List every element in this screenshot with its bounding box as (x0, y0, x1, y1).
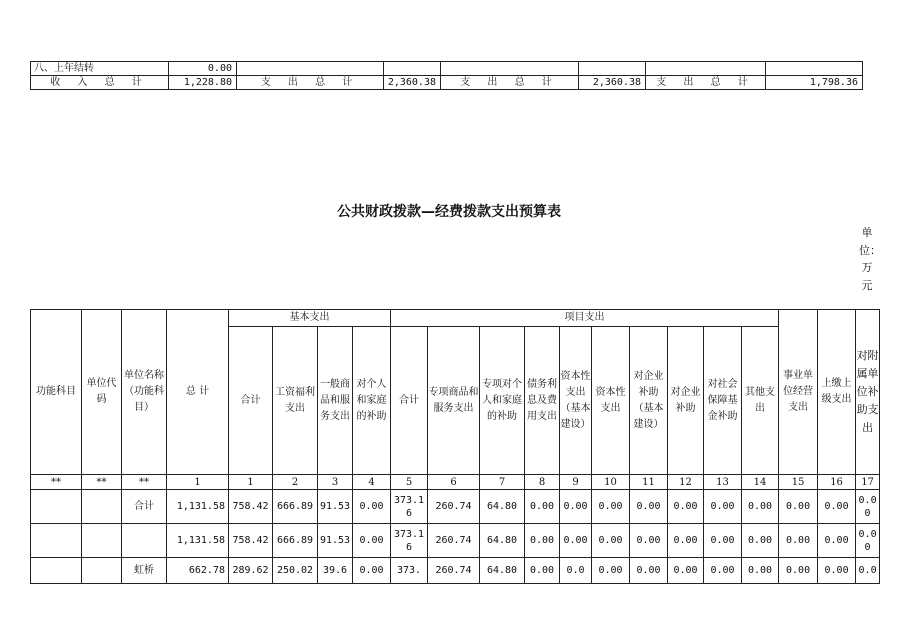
header-unit-name: 单位名称（功能科目） (122, 310, 167, 475)
index-row (31, 475, 880, 490)
header-project-personal: 专项对个人和家庭的补助 (480, 327, 525, 475)
header-project-group: 项目支出 (391, 310, 779, 327)
empty-cell (766, 62, 863, 76)
cell-project-debt: 0.00 (525, 490, 560, 524)
cell-unit-name: 虹桥 (122, 558, 167, 584)
header-total: 总 计 (167, 310, 229, 475)
table-row (31, 490, 880, 524)
cell-project-capital-build: 0.0 (560, 558, 592, 584)
header-basic-goods: 一般商品和服务支出 (318, 327, 353, 475)
cell-project-debt: 0.00 (525, 558, 560, 584)
cell-project-capital: 0.00 (592, 490, 630, 524)
cell-project-other: 0.00 (742, 490, 779, 524)
cell-project-goods: 260.74 (428, 490, 480, 524)
cell-business: 0.00 (779, 558, 818, 584)
cell-basic-salary: 666.89 (273, 490, 318, 524)
cell-project-goods: 260.74 (428, 524, 480, 558)
cell-unit-code (82, 490, 122, 524)
cell-total: 662.78 (167, 558, 229, 584)
header-project-other: 其他支出 (742, 327, 779, 475)
cell-func-subject (31, 558, 82, 584)
cell-unit-code (82, 558, 122, 584)
cell-func-subject (31, 524, 82, 558)
header-upper: 上缴上级支出 (818, 310, 856, 475)
carryover-label: 八、上年结转 (31, 62, 169, 76)
index-cell: 2 (273, 475, 318, 490)
cell-basic-total: 289.62 (229, 558, 273, 584)
cell-upper: 0.00 (818, 490, 856, 524)
cell-project-other: 0.00 (742, 524, 779, 558)
cell-basic-personal: 0.00 (353, 524, 391, 558)
cell-business: 0.00 (779, 524, 818, 558)
header-affiliated: 对附属单位补助支出 (856, 310, 880, 475)
index-cell: 14 (742, 475, 779, 490)
table-row (31, 524, 880, 558)
index-cell: ** (82, 475, 122, 490)
cell-unit-name: 合计 (122, 490, 167, 524)
table-row (31, 558, 880, 584)
empty-cell (646, 62, 766, 76)
carryover-value: 0.00 (169, 62, 237, 76)
index-cell: 9 (560, 475, 592, 490)
cell-basic-personal: 0.00 (353, 490, 391, 524)
header-project-total: 合计 (391, 327, 428, 475)
cell-project-enterprise-build: 0.00 (630, 524, 668, 558)
cell-project-capital-build: 0.00 (560, 524, 592, 558)
index-cell: 8 (525, 475, 560, 490)
cell-project-enterprise-build: 0.00 (630, 490, 668, 524)
header-basic-personal: 对个人和家庭的补助 (353, 327, 391, 475)
index-cell: ** (31, 475, 82, 490)
header-project-enterprise: 对企业补助 (668, 327, 704, 475)
index-cell: 17 (856, 475, 880, 490)
index-cell: 11 (630, 475, 668, 490)
cell-basic-personal: 0.00 (353, 558, 391, 584)
cell-affiliated: 0.00 (856, 490, 880, 524)
cell-project-enterprise: 0.00 (668, 524, 704, 558)
expense-total-label-1: 支 出 总 计 (237, 76, 384, 90)
unit-label: 单位：万元 (859, 226, 881, 292)
header-basic-salary: 工资福利支出 (273, 327, 318, 475)
cell-project-social: 0.00 (704, 524, 742, 558)
cell-project-personal: 64.80 (480, 490, 525, 524)
index-cell: 1 (167, 475, 229, 490)
budget-table (30, 309, 880, 584)
cell-upper: 0.00 (818, 558, 856, 584)
cell-project-total: 373. (391, 558, 428, 584)
cell-project-total: 373.16 (391, 490, 428, 524)
index-cell: 10 (592, 475, 630, 490)
header-project-social: 对社会保障基金补助 (704, 327, 742, 475)
cell-affiliated: 0.00 (856, 524, 880, 558)
header-project-debt: 债务利息及费用支出 (525, 327, 560, 475)
cell-basic-goods: 39.6 (318, 558, 353, 584)
cell-business: 0.00 (779, 490, 818, 524)
header-project-goods: 专项商品和服务支出 (428, 327, 480, 475)
cell-project-social: 0.00 (704, 558, 742, 584)
index-cell: 15 (779, 475, 818, 490)
cell-affiliated: 0.0 (856, 558, 880, 584)
cell-project-capital: 0.00 (592, 524, 630, 558)
header-func-subject: 功能科目 (31, 310, 82, 475)
summary-row-carryover (31, 62, 863, 76)
empty-cell (384, 62, 441, 76)
index-cell: 6 (428, 475, 480, 490)
index-cell: 3 (318, 475, 353, 490)
header-project-capital-build: 资本性支出（基本建设） (560, 327, 592, 475)
cell-project-social: 0.00 (704, 490, 742, 524)
cell-project-capital-build: 0.00 (560, 490, 592, 524)
cell-total: 1,131.58 (167, 490, 229, 524)
cell-project-enterprise: 0.00 (668, 558, 704, 584)
header-row-groups (31, 310, 880, 327)
empty-cell (441, 62, 579, 76)
cell-basic-goods: 91.53 (318, 524, 353, 558)
cell-upper: 0.00 (818, 524, 856, 558)
income-total-value: 1,228.80 (169, 76, 237, 90)
index-cell: 5 (391, 475, 428, 490)
expense-total-value-3: 1,798.36 (766, 76, 863, 90)
cell-basic-salary: 666.89 (273, 524, 318, 558)
index-cell: 12 (668, 475, 704, 490)
cell-project-personal: 64.80 (480, 558, 525, 584)
expense-total-value-1: 2,360.38 (384, 76, 441, 90)
cell-project-enterprise-build: 0.00 (630, 558, 668, 584)
cell-unit-code (82, 524, 122, 558)
header-project-enterprise-build: 对企业补助（基本建设） (630, 327, 668, 475)
cell-project-personal: 64.80 (480, 524, 525, 558)
cell-basic-salary: 250.02 (273, 558, 318, 584)
cell-project-enterprise: 0.00 (668, 490, 704, 524)
income-total-label: 收 入 总 计 (31, 76, 169, 90)
page-title: 公共财政拨款—经费拨款支出预算表 (337, 204, 561, 220)
summary-table (30, 61, 863, 90)
cell-total: 1,131.58 (167, 524, 229, 558)
expense-total-value-2: 2,360.38 (579, 76, 646, 90)
cell-project-goods: 260.74 (428, 558, 480, 584)
cell-func-subject (31, 490, 82, 524)
header-business: 事业单位经营支出 (779, 310, 818, 475)
cell-project-debt: 0.00 (525, 524, 560, 558)
index-cell: 7 (480, 475, 525, 490)
cell-project-other: 0.00 (742, 558, 779, 584)
index-cell: ** (122, 475, 167, 490)
expense-total-label-2: 支 出 总 计 (441, 76, 579, 90)
cell-basic-total: 758.42 (229, 524, 273, 558)
index-cell: 16 (818, 475, 856, 490)
cell-project-total: 373.16 (391, 524, 428, 558)
summary-row-totals (31, 76, 863, 90)
header-basic-group: 基本支出 (229, 310, 391, 327)
empty-cell (237, 62, 384, 76)
index-cell: 4 (353, 475, 391, 490)
cell-project-capital: 0.00 (592, 558, 630, 584)
expense-total-label-3: 支 出 总 计 (646, 76, 766, 90)
empty-cell (579, 62, 646, 76)
header-project-capital: 资本性支出 (592, 327, 630, 475)
index-cell: 13 (704, 475, 742, 490)
index-cell: 1 (229, 475, 273, 490)
header-basic-total: 合计 (229, 327, 273, 475)
cell-basic-total: 758.42 (229, 490, 273, 524)
header-unit-code: 单位代码 (82, 310, 122, 475)
cell-basic-goods: 91.53 (318, 490, 353, 524)
cell-unit-name (122, 524, 167, 558)
